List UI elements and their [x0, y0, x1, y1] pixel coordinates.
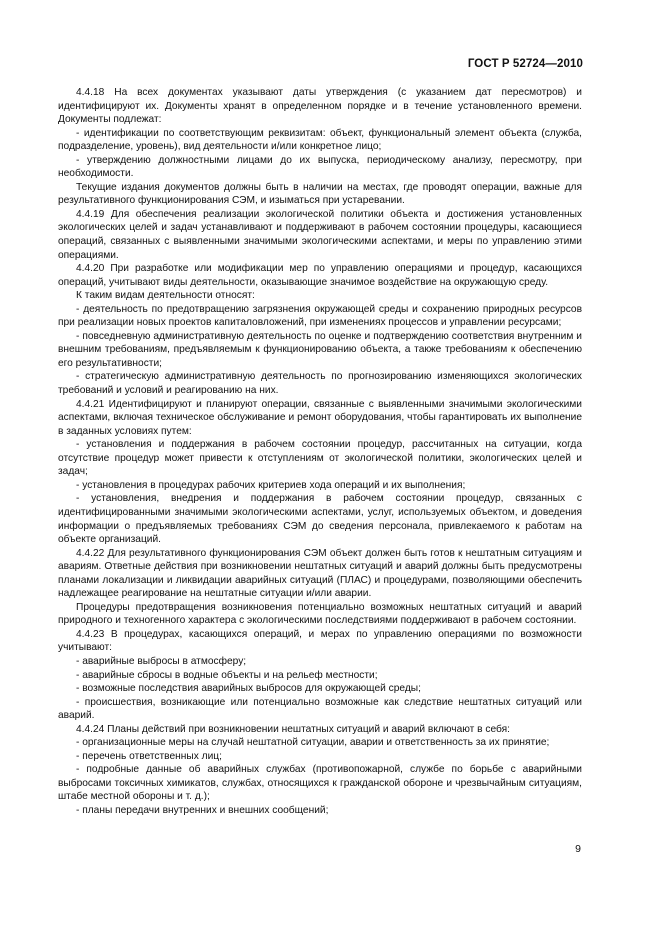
list-item: - установления в процедурах рабочих критериев хода операций и их выполнения; — [76, 479, 466, 491]
paragraph: Текущие издания документов должны быть в наличии на местах, где проводят операции, важные для результативного функционирования СЭМ, и изыматься при устаревании. — [58, 181, 582, 207]
list-item: - перечень ответственных лиц; — [76, 750, 222, 762]
paragraph: 4.4.18 На всех документах указывают даты утверждения (с указанием дат пересмотров) и идентифицируют их. Документы хранят в определенном порядке и в течение установленного времени. Документы подлежат: — [58, 87, 582, 126]
paragraph: Процедуры предотвращения возникновения потенциально возможных нештатных ситуаций и аварий природного и техногенного характера с экологическими последствиями поддерживают в рабочем состоянии. — [58, 601, 582, 627]
paragraph: 4.4.23 В процедурах, касающихся операций, и мерах по управлению операциями по возможности учитывают: — [58, 628, 582, 654]
document-header: ГОСТ Р 52724—2010 — [467, 58, 583, 70]
page-number: 9 — [575, 843, 581, 855]
list-item: - повседневную административную деятельность по оценке и подтверждению соответствия внутренним и внешним требованиям, предъявляемым к функционированию объекта, а также требованиям к обеспечению его результативности; — [58, 330, 582, 369]
list-item: - аварийные выбросы в атмосферу; — [76, 655, 247, 667]
document-body — [58, 86, 582, 818]
list-item: - установления, внедрения и поддержания в рабочем состоянии процедур, связанных с идентифицированными значимыми экологическими аспектами, услуг, используемых объектом, и доведения информации о предъявляемых требованиях СЭМ до сведения персонала, привлекаемого к работам на объекте организаций. — [58, 493, 582, 546]
list-item: - подробные данные об аварийных службах (противопожарной, службе по борьбе с аварийными выбросами токсичных химикатов, службах, относящихся к гражданской обороне и чрезвычайным ситуациям, штабе местной обороны и т. д.); — [58, 764, 582, 803]
list-item: - возможные последствия аварийных выбросов для окружающей среды; — [76, 683, 421, 695]
list-item: - деятельность по предотвращению загрязнения окружающей среды и сохранению природных ресурсов при реализации новых проектов капиталовложений, при изменениях процессов и управлении ресурсами; — [58, 303, 582, 329]
list-item: - аварийные сбросы в водные объекты и на рельеф местности; — [76, 669, 378, 681]
list-item: - организационные меры на случай нештатной ситуации, аварии и ответственность за их принятие; — [76, 737, 550, 749]
list-item: - установления и поддержания в рабочем состоянии процедур, рассчитанных на ситуации, когда отсутствие процедур может привести к отступлениям от экологической политики, экологических целей и задач; — [58, 439, 582, 478]
list-item: - стратегическую административную деятельность по прогнозированию изменяющихся экологических требований и условий и реагированию на них. — [58, 371, 582, 397]
list-item: - утверждению должностными лицами до их выпуска, периодическому анализу, пересмотру, при необходимости. — [58, 154, 582, 180]
paragraph: 4.4.22 Для результативного функционирования СЭМ объект должен быть готов к нештатным ситуациям и авариям. Ответные действия при возникновении нештатных ситуаций и аварий должны быть предусмотрены планами локализации и ликвидации аварийных ситуаций (ПЛАС) и процедурами, позволяющими обеспечить надлежащее реагирование на нештатные ситуации и/или аварии. — [58, 547, 582, 600]
paragraph: 4.4.20 При разработке или модификации мер по управлению операциями и процедур, касающихся операций, учитывают виды деятельности, оказывающие значимое воздействие на окружающую среду. — [58, 263, 582, 288]
paragraph: 4.4.19 Для обеспечения реализации экологической политики объекта и достижения установленных экологических целей и задач устанавливают и поддерживают в рабочем состоянии процедуры, касающиеся операций, связанных с выявленными значимыми экологическими аспектами, и меры по управлению этими операциями. — [58, 208, 582, 261]
paragraph: 4.4.21 Идентифицируют и планируют операции, связанные с выявленными значимыми экологическими аспектами, включая техническое обслуживание и ремонт оборудования, чтобы гарантировать их выполнение в заданных условиях путем: — [58, 398, 582, 437]
list-item: - планы передачи внутренних и внешних сообщений; — [76, 804, 329, 816]
list-item: - идентификации по соответствующим реквизитам: объект, функциональный элемент объекта (служба, подразделение, уровень), вид деятельности и/или конкретное лицо; — [58, 127, 582, 153]
list-item: - происшествия, возникающие или потенциально возможные как следствие нештатных ситуаций или аварий. — [58, 696, 582, 722]
paragraph: 4.4.24 Планы действий при возникновении нештатных ситуаций и аварий включают в себя: — [76, 723, 510, 735]
paragraph: К таким видам деятельности относят: — [76, 290, 255, 302]
